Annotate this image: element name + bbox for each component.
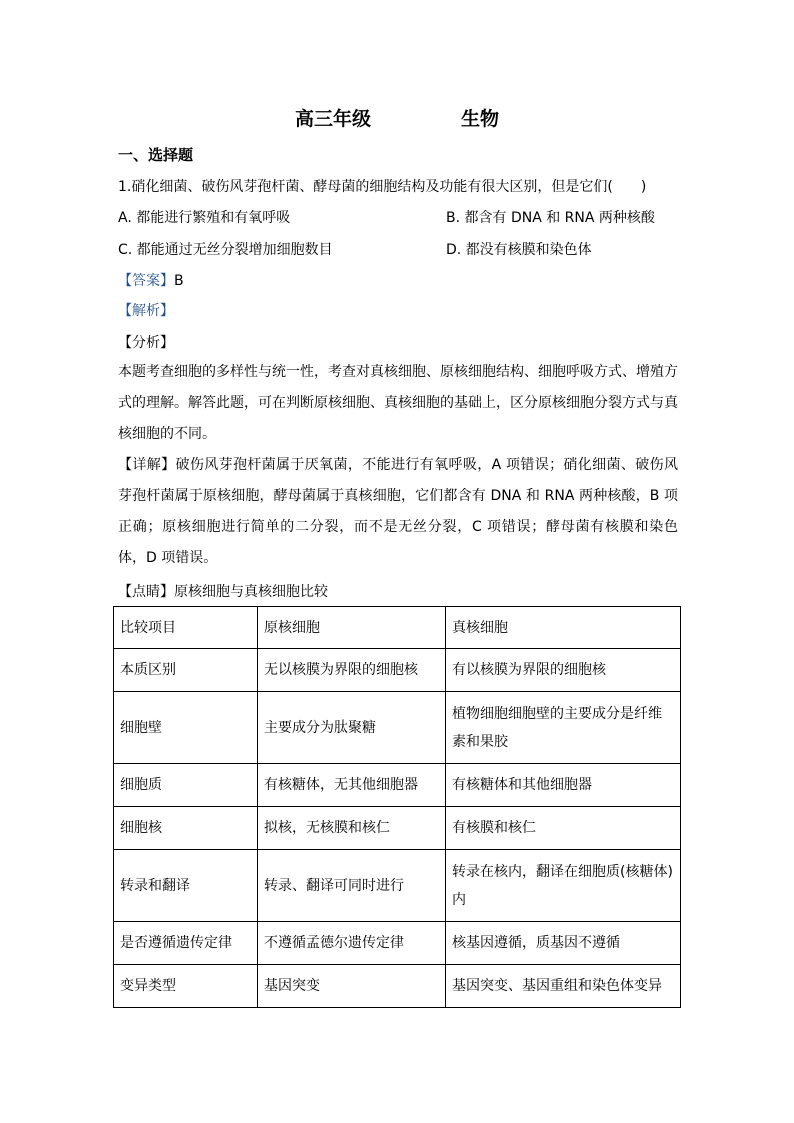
table-row [114, 850, 681, 922]
table-row [114, 965, 681, 1008]
table-cell: 有以核膜为界限的细胞核 [446, 649, 681, 692]
table-row [114, 649, 681, 692]
table-cell: 转录在核内，翻译在细胞质(核糖体)内 [446, 850, 681, 922]
option-d: D. 都没有核膜和染色体 [446, 242, 592, 258]
table-cell: 主要成分为肽聚糖 [258, 692, 446, 764]
table-cell: 植物细胞细胞壁的主要成分是纤维素和果胶 [446, 692, 681, 764]
table-cell: 基因突变 [258, 965, 446, 1008]
table-cell: 有核膜和核仁 [446, 807, 681, 850]
fenxi-tag: 【分析】 [118, 335, 174, 351]
table-cell: 拟核，无核膜和核仁 [258, 807, 446, 850]
note-line [118, 581, 328, 601]
subject-label: 生物 [461, 108, 500, 130]
table-row [114, 922, 681, 965]
table-header-cell: 真核细胞 [446, 607, 681, 649]
table-row [114, 807, 681, 850]
page-title [0, 104, 794, 131]
table-cell: 不遵循孟德尔遗传定律 [258, 922, 446, 965]
table-header-cell: 比较项目 [114, 607, 258, 649]
table-cell: 是否遵循遗传定律 [114, 922, 258, 965]
option-a: A. 都能进行繁殖和有氧呼吸 [118, 210, 291, 226]
note-text: 原核细胞与真核细胞比较 [174, 584, 328, 600]
table-cell: 转录、翻译可同时进行 [258, 850, 446, 922]
table-row [114, 764, 681, 807]
grade-label: 高三年级 [294, 108, 371, 130]
table-header-row [114, 607, 681, 649]
answer-tag: 【答案】 [118, 273, 174, 289]
detail-paragraph [118, 450, 678, 574]
option-c: C. 都能通过无丝分裂增加细胞数目 [118, 242, 333, 258]
table-cell: 基因突变、基因重组和染色体变异 [446, 965, 681, 1008]
section-title: 一、选择题 [118, 146, 194, 164]
table-cell: 细胞壁 [114, 692, 258, 764]
question-stem: 1.硝化细菌、破伤风芽孢杆菌、酵母菌的细胞结构及功能有很大区别，但是它们( ) [118, 179, 647, 195]
answer-value: B [174, 273, 184, 289]
fenxi-text: 本题考查细胞的多样性与统一性，考查对真核细胞、原核细胞结构、细胞呼吸方式、增殖方式的理解。解答此题，可在判断原核细胞、真核细胞的基础上，区分原核细胞分裂方式与真核细胞的不同。 [118, 364, 678, 442]
detail-text: 破伤风芽孢杆菌属于厌氧菌，不能进行有氧呼吸，A 项错误；硝化细菌、破伤风芽孢杆菌属于原核细胞，酵母菌属于真核细胞，它们都含有 DNA 和 RNA 两种核酸，B 项正确；原核细胞进行简单的二分裂，而不是无丝分裂，C 项错误；酵母菌有核膜和染色体，D 项错误。 [118, 457, 679, 566]
table-cell: 细胞质 [114, 764, 258, 807]
option-b: B. 都含有 DNA 和 RNA 两种核酸 [446, 210, 655, 226]
table-cell: 有核糖体和其他细胞器 [446, 764, 681, 807]
table-cell: 有核糖体，无其他细胞器 [258, 764, 446, 807]
table-cell: 核基因遵循，质基因不遵循 [446, 922, 681, 965]
table-header-cell: 原核细胞 [258, 607, 446, 649]
table-cell: 本质区别 [114, 649, 258, 692]
comparison-table [113, 606, 681, 1008]
table-cell: 转录和翻译 [114, 850, 258, 922]
table-cell: 细胞核 [114, 807, 258, 850]
detail-tag: 【详解】 [118, 457, 176, 473]
table-cell: 变异类型 [114, 965, 258, 1008]
table-cell: 无以核膜为界限的细胞核 [258, 649, 446, 692]
answer-line [118, 270, 184, 290]
table-row [114, 692, 681, 764]
analysis-tag: 【解析】 [118, 303, 174, 319]
note-tag: 【点睛】 [118, 584, 174, 600]
